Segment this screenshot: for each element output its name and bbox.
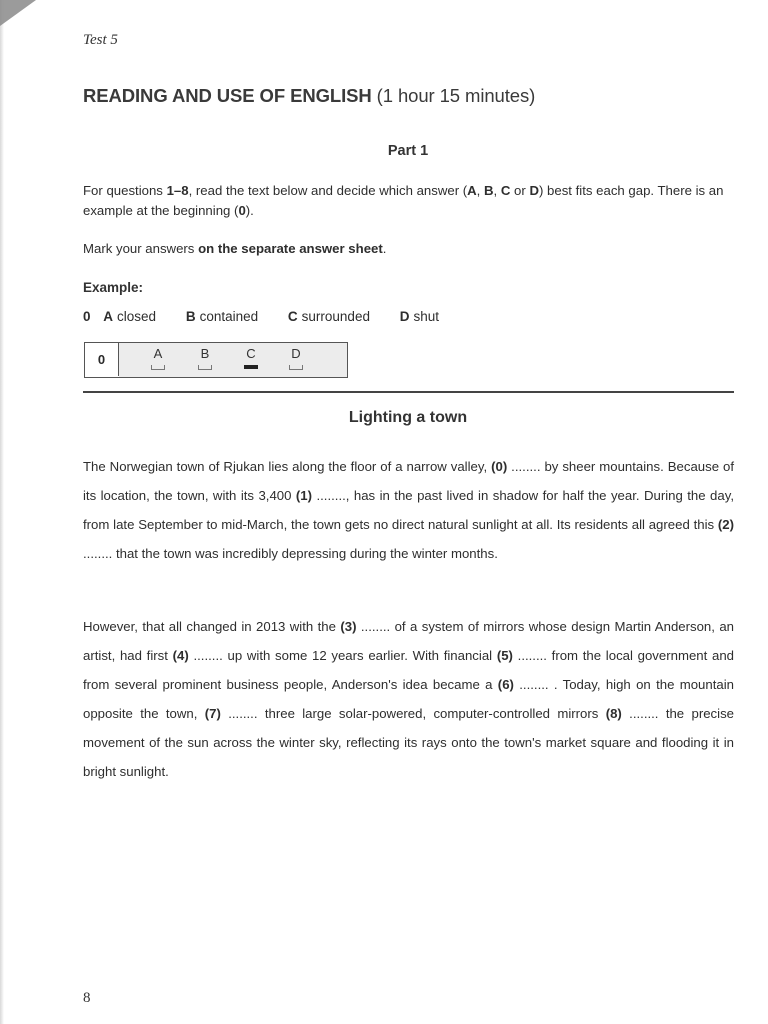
para-text: ........ three large solar-powered, computer-controlled mirrors — [220, 706, 606, 721]
example-option-a — [103, 309, 156, 324]
gap-5: (5) — [496, 648, 513, 663]
gap-6: (6) — [497, 677, 514, 692]
para-text: The Norwegian town of Rjukan lies along the floor of a narrow valley, — [83, 459, 492, 474]
option-letter: D — [399, 309, 410, 324]
instr-opt: A — [467, 183, 477, 198]
instr-opt: D — [529, 183, 539, 198]
gap-4: (4) — [172, 648, 189, 663]
page-title — [83, 85, 535, 107]
mark-text: . — [382, 241, 387, 256]
example-option-b — [186, 309, 258, 324]
example-option-c — [288, 309, 370, 324]
gap-3: (3) — [340, 619, 357, 634]
answer-choice-d — [284, 346, 308, 370]
instr-opt: B — [484, 183, 494, 198]
section-divider — [83, 391, 734, 393]
option-letter: A — [103, 309, 114, 324]
answer-grid — [84, 342, 348, 378]
answer-choice-b — [193, 346, 217, 370]
gap-0: (0) — [491, 459, 508, 474]
text-title: Lighting a town — [348, 409, 468, 426]
mark-bold: on the separate answer sheet — [198, 241, 383, 256]
answer-grid-number: 0 — [85, 343, 119, 376]
title-bold: READING AND USE OF ENGLISH — [83, 85, 372, 106]
page-number: 8 — [83, 990, 91, 1006]
mark-text: Mark your answers — [83, 241, 199, 256]
instr-opt: C — [500, 183, 511, 198]
example-options — [83, 309, 465, 324]
choice-letter: C — [246, 346, 256, 361]
gap-7: (7) — [204, 706, 221, 721]
answer-grid-choices — [119, 343, 347, 377]
instr-zero: 0 — [238, 203, 246, 218]
instr-sep: or — [510, 183, 530, 198]
instr-text: For questions — [83, 183, 167, 198]
example-label: Example: — [83, 280, 144, 295]
choice-letter: A — [153, 346, 163, 361]
gap-1: (1) — [295, 488, 313, 503]
option-letter: B — [185, 309, 196, 324]
answer-choice-a — [146, 346, 170, 370]
option-word: shut — [413, 309, 440, 324]
instr-sep: , — [476, 183, 484, 198]
para-text: ........ by sheer mountains. Because of its location, the town, with its 3,400 — [83, 459, 734, 503]
answer-choice-c — [239, 346, 263, 369]
paragraph-1 — [83, 452, 734, 568]
option-letter: C — [287, 309, 298, 324]
gap-2: (2) — [717, 517, 734, 532]
paragraph-2 — [83, 612, 734, 786]
para-text: ........ that the town was incredibly depressing during the winter months. — [83, 546, 498, 561]
choice-letter: D — [291, 346, 301, 361]
para-text: ........ the precise movement of the sun across the winter sky, reflecting its rays onto the town's market square and flooding it in bright sunlight. — [83, 706, 734, 779]
para-text: ........, has in the past lived in shadow for half the year. During the day, from late September to mid-March, the town gets no direct natural sunlight at all. Its residents all agreed this — [83, 488, 734, 532]
example-number: 0 — [83, 309, 91, 324]
choice-box-selected — [244, 365, 258, 369]
para-text: However, that all changed in 2013 with the — [83, 619, 341, 634]
para-text: ........ of a system of mirrors whose design Martin Anderson, an artist, had first — [83, 619, 734, 663]
running-head: Test 5 — [83, 32, 118, 48]
option-word: surrounded — [301, 309, 370, 324]
part-heading: Part 1 — [387, 143, 429, 159]
para-text: ........ . Today, high on the mountain opposite the town, — [83, 677, 734, 721]
page-corner-fold — [0, 0, 36, 26]
option-word: closed — [117, 309, 157, 324]
choice-box — [289, 365, 303, 370]
instr-sep: , — [493, 183, 501, 198]
instructions — [83, 181, 743, 221]
para-text: ........ from the local government and from several prominent business people, Anderson's idea became a — [83, 648, 734, 692]
gap-8: (8) — [605, 706, 622, 721]
title-duration: (1 hour 15 minutes) — [371, 85, 536, 106]
para-text: ........ up with some 12 years earlier. With financial — [188, 648, 497, 663]
choice-box — [151, 365, 165, 370]
choice-letter: B — [200, 346, 210, 361]
example-option-d — [400, 309, 439, 324]
instr-text: ). — [245, 203, 254, 218]
instr-range: 1–8 — [166, 183, 189, 198]
instr-text: ) best fits each gap. There is an example at the beginning ( — [83, 183, 724, 218]
option-word: contained — [199, 309, 259, 324]
instr-text: , read the text below and decide which answer ( — [188, 183, 468, 198]
mark-instruction — [83, 241, 386, 256]
choice-box — [198, 365, 212, 370]
